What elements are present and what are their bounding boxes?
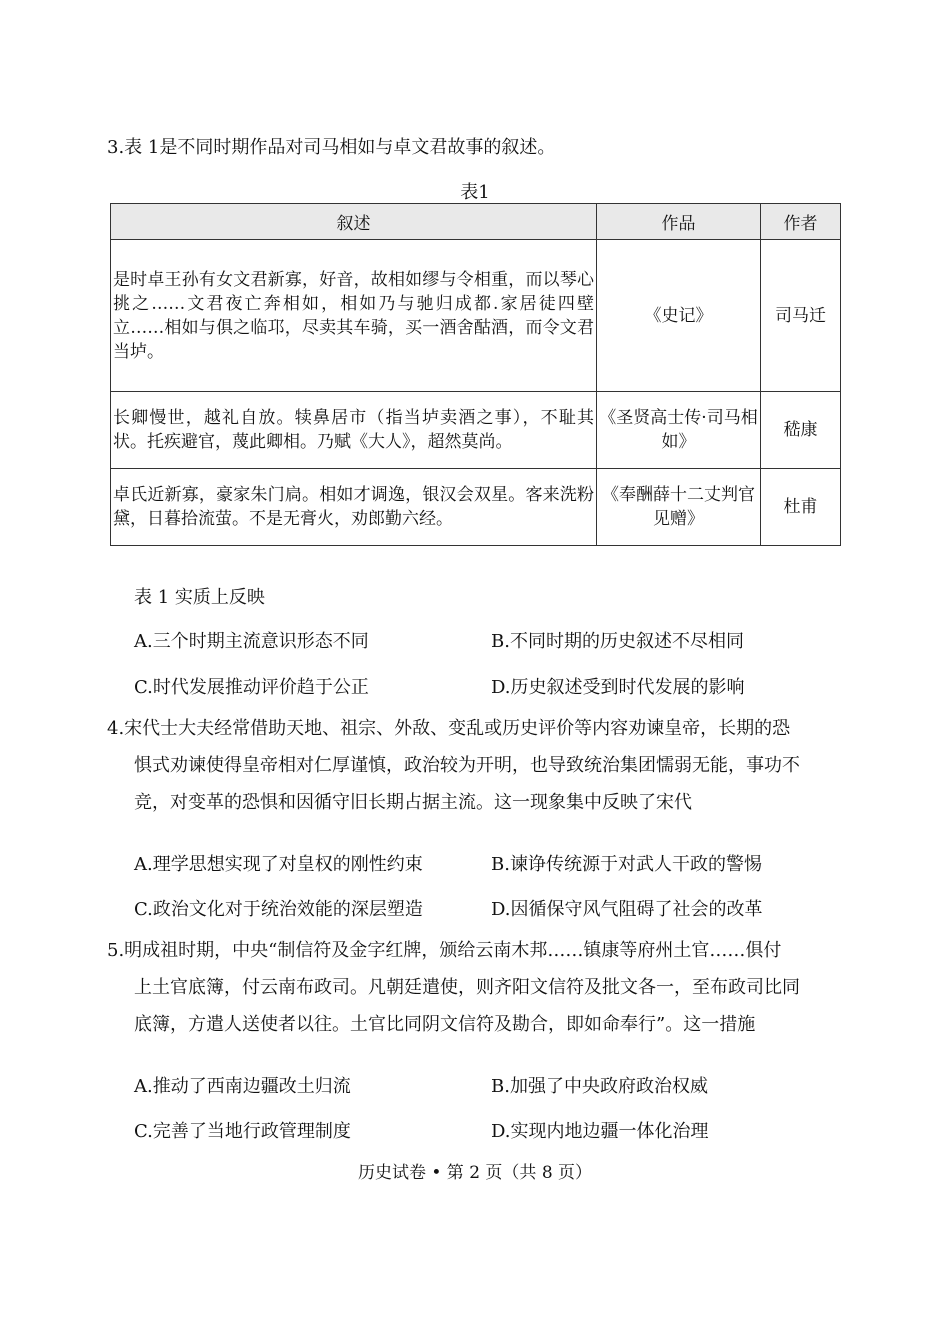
row-work: 《圣贤高士传·司马相如》 [597,392,761,469]
q5-option-b: B.加强了中央政府政治权威 [491,1076,708,1097]
question-3-lead: 表 1 实质上反映 [134,587,265,608]
q4-option-d: D.因循保守风气阻碍了社会的改革 [491,899,763,920]
question-3-stem: 3.表 1是不同时期作品对司马相如与卓文君故事的叙述。 [107,137,556,158]
question-4-stem [107,710,800,821]
page-footer: 历史试卷 • 第 2 页（共 8 页） [357,1163,593,1183]
q5-option-a: A.推动了西南边疆改土归流 [134,1076,351,1097]
row-narrative: 是时卓王孙有女文君新寡，好音，故相如缪与令相重，而以琴心挑之……文君夜亡奔相如，相如乃与驰归成都.家居徒四壁立……相如与俱之临邛，尽卖其车骑，买一酒舍酤酒，而令文君当垆。 [111,240,597,392]
row-narrative: 卓氏近新寡，豪家朱门扃。相如才调逸，银汉会双星。客来洗粉黛，日暮拾流萤。不是无膏火，劝郎勤六经。 [111,469,597,546]
q3-option-b: B.不同时期的历史叙述不尽相同 [491,631,744,652]
row-work: 《史记》 [597,240,761,392]
question-5-stem [107,932,800,1043]
q5-stem-line-2: 上土官底簿，付云南布政司。凡朝廷遣使，则齐阳文信符及批文各一，至布政司比同 [134,977,800,998]
q5-option-c: C.完善了当地行政管理制度 [134,1121,351,1142]
table-caption: 表1 [460,182,490,203]
q4-option-b: B.谏诤传统源于对武人干政的警惕 [491,854,762,875]
row-work: 《奉酬薛十二丈判官见赠》 [597,469,761,546]
q3-option-c: C.时代发展推动评价趋于公正 [134,677,369,698]
row-author: 司马迁 [761,240,841,392]
table-row [111,240,841,392]
narrative-table [110,203,841,546]
table-row [111,469,841,546]
q5-stem-line-1: 5.明成祖时期，中央“制信符及金字红牌，颁给云南木邦……镇康等府州土官……俱付 [107,940,782,961]
header-work: 作品 [597,204,761,240]
q5-option-d: D.实现内地边疆一体化治理 [491,1121,709,1142]
row-author: 嵇康 [761,392,841,469]
header-narrative: 叙述 [111,204,597,240]
q4-stem-line-2: 惧式劝谏使得皇帝相对仁厚谨慎，政治较为开明，也导致统治集团懦弱无能，事功不 [134,755,800,776]
header-author: 作者 [761,204,841,240]
table-header-row [111,204,841,240]
q3-option-a: A.三个时期主流意识形态不同 [134,631,369,652]
q5-stem-line-3: 底簿，方遣人送使者以往。土官比同阴文信符及勘合，即如命奉行”。这一措施 [134,1014,756,1035]
q4-option-a: A.理学思想实现了对皇权的刚性约束 [134,854,423,875]
table-row [111,392,841,469]
q4-stem-line-3: 竞，对变革的恐惧和因循守旧长期占据主流。这一现象集中反映了宋代 [134,792,692,813]
q4-stem-line-1: 4.宋代士大夫经常借助天地、祖宗、外敌、变乱或历史评价等内容劝谏皇帝，长期的恐 [107,718,791,739]
q3-option-d: D.历史叙述受到时代发展的影响 [491,677,745,698]
row-narrative: 长卿慢世，越礼自放。犊鼻居市（指当垆卖酒之事），不耻其状。托疾避官，蔑此卿相。乃赋《大人》，超然莫尚。 [111,392,597,469]
row-author: 杜甫 [761,469,841,546]
q4-option-c: C.政治文化对于统治效能的深层塑造 [134,899,423,920]
